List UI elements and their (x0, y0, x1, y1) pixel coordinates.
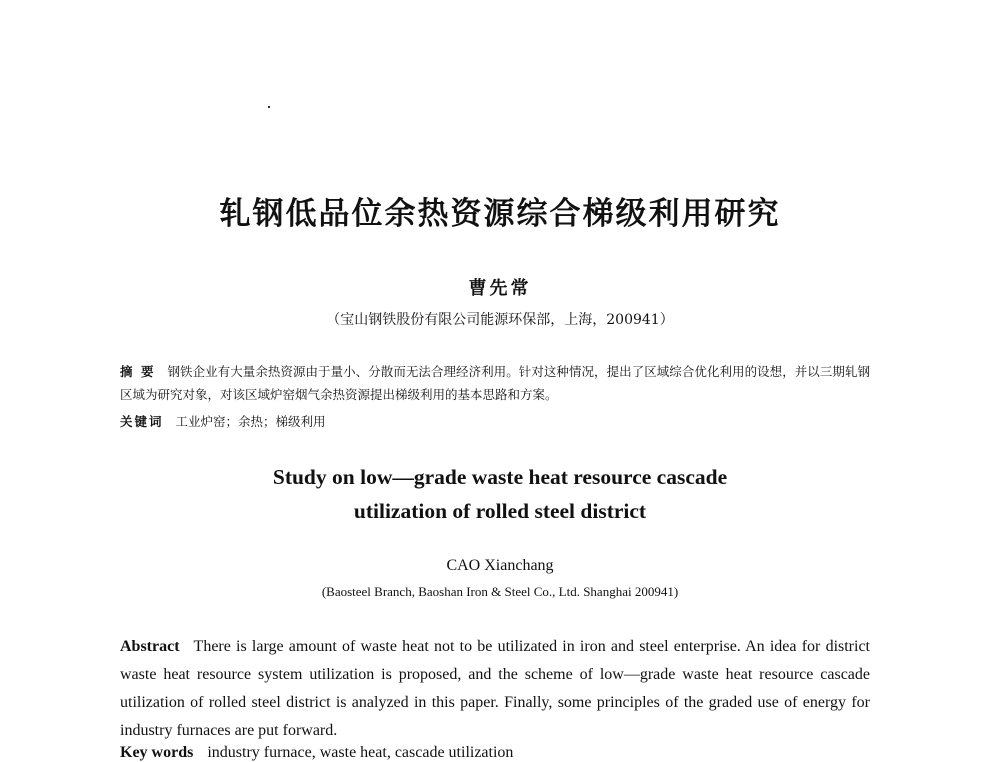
english-title (0, 460, 1000, 528)
chinese-abstract-label: 摘 要 (120, 364, 156, 379)
chinese-abstract-text: 钢铁企业有大量余热资源由于量小、分散而无法合理经济利用。针对这种情况，提出了区域综合优化利用的设想，并以三期轧钢区域为研究对象，对该区域炉窑烟气余热资源提出梯级利用的基本思路和方案。 (120, 364, 870, 402)
english-abstract (120, 633, 870, 745)
scan-speck (268, 106, 270, 108)
english-affiliation: (Baosteel Branch, Baoshan Iron & Steel Co., Ltd. Shanghai 200941) (321, 584, 679, 599)
english-abstract-text: There is large amount of waste heat not to be utilizated in iron and steel enterprise. An idea for district waste heat resource system utilization is proposed, and the scheme of low—grade waste heat resource cascade utilization of rolled steel district is analyzed in this paper. Finally, some principles of the graded use of energy for industry furnaces are put forward. (120, 638, 870, 739)
chinese-abstract (120, 360, 870, 406)
english-keywords-text: industry furnace, waste heat, cascade utilization (207, 744, 514, 761)
english-title-line-2: utilization of rolled steel district (353, 499, 647, 523)
chinese-keywords (120, 412, 870, 430)
english-title-line-1: Study on low—grade waste heat resource cascade (272, 465, 728, 489)
english-keywords (120, 744, 870, 762)
chinese-keywords-label: 关键词 (120, 414, 164, 429)
english-abstract-label: Abstract (120, 638, 180, 655)
english-keywords-label: Key words (120, 744, 194, 761)
chinese-affiliation: （宝山钢铁股份有限公司能源环保部，上海，200941） (326, 312, 674, 328)
chinese-keywords-text: 工业炉窑；余热；梯级利用 (175, 414, 326, 429)
english-author: CAO Xianchang (446, 557, 554, 574)
chinese-title: 轧钢低品位余热资源综合梯级利用研究 (219, 196, 781, 232)
chinese-author: 曹先常 (468, 278, 532, 299)
